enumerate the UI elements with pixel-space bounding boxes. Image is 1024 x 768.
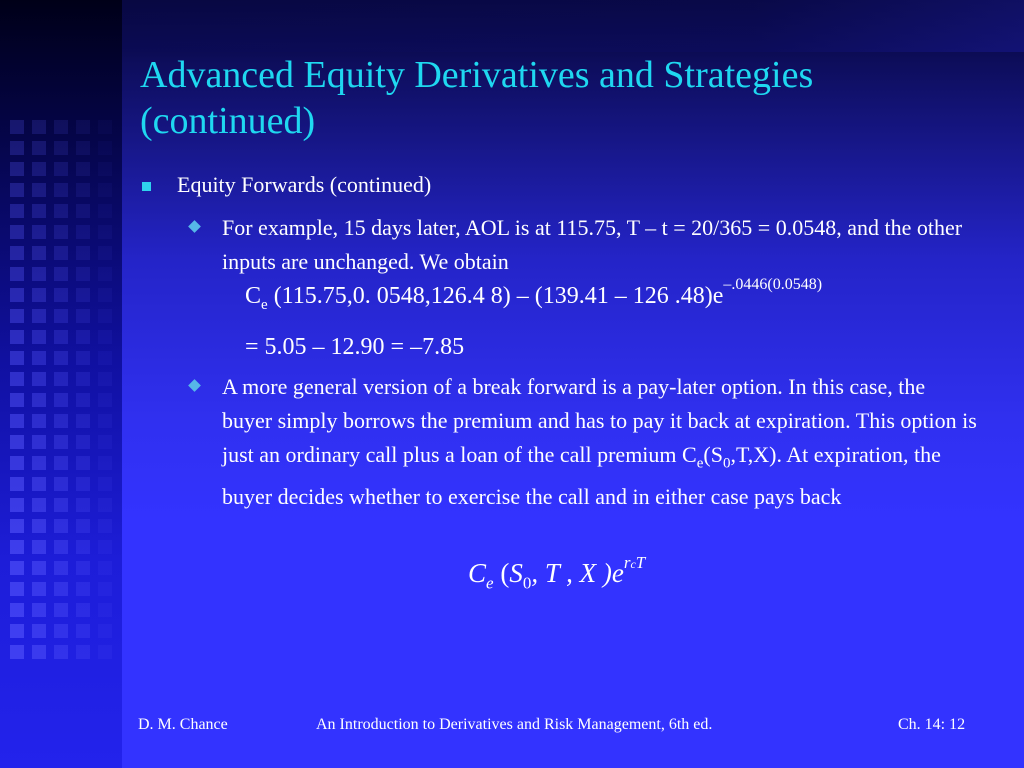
decorative-square: [76, 183, 90, 197]
decorative-square: [10, 225, 24, 239]
f-e-sub: e: [486, 573, 494, 593]
decorative-square: [32, 183, 46, 197]
decorative-square: [76, 414, 90, 428]
equation-call-value: [245, 276, 823, 314]
decorative-square: [76, 288, 90, 302]
decorative-square: [32, 141, 46, 155]
decorative-square: [76, 393, 90, 407]
sub-0: 0: [722, 455, 731, 472]
decorative-square: [32, 603, 46, 617]
sub-bullet-text: For example, 15 days later, AOL is at 115.75, T – t = 20/365 = 0.0548, and the other inputs are unchanged. We obtain: [222, 215, 963, 274]
decorative-square: [98, 246, 112, 260]
decorative-square: [32, 393, 46, 407]
sub-e: e: [696, 455, 704, 472]
decorative-square: [10, 582, 24, 596]
decorative-square: [76, 351, 90, 365]
decorative-square: [98, 225, 112, 239]
decorative-square: [98, 267, 112, 281]
decorative-square: [98, 477, 112, 491]
decorative-square: [54, 204, 68, 218]
decorative-square: [32, 225, 46, 239]
eq-c-sub: e: [261, 296, 268, 313]
decorative-square: [10, 330, 24, 344]
decorative-square: [76, 267, 90, 281]
decorative-square: [32, 330, 46, 344]
decorative-square: [76, 120, 90, 134]
equation-result: = 5.05 – 12.90 = –7.85: [245, 334, 465, 360]
decorative-square: [10, 477, 24, 491]
decorative-square: [10, 372, 24, 386]
decorative-square: [76, 540, 90, 554]
decorative-square: [98, 309, 112, 323]
decorative-square: [32, 204, 46, 218]
decorative-square: [54, 456, 68, 470]
decorative-square: [54, 477, 68, 491]
decorative-square: [76, 330, 90, 344]
decorative-square: [76, 477, 90, 491]
f-S: S: [509, 558, 523, 588]
decorative-square: [54, 393, 68, 407]
decorative-square: [10, 204, 24, 218]
f-exponent: [624, 553, 645, 572]
decorative-square: [10, 540, 24, 554]
decorative-square: [76, 456, 90, 470]
pay-later-formula: [468, 553, 646, 593]
decorative-square: [32, 519, 46, 533]
decorative-square: [76, 246, 90, 260]
decorative-square: [54, 414, 68, 428]
decorative-square: [54, 120, 68, 134]
decorative-square: [76, 519, 90, 533]
decorative-square: [10, 120, 24, 134]
sub-bullet-text: [222, 370, 980, 514]
decorative-square: [54, 435, 68, 449]
decorative-square: [98, 372, 112, 386]
title-line-2: (continued): [140, 100, 316, 142]
decorative-square: [54, 162, 68, 176]
text-part-b: (S: [703, 442, 723, 467]
decorative-square: [98, 645, 112, 659]
decorative-square: [10, 351, 24, 365]
bullet-text: Equity Forwards (continued): [177, 172, 432, 197]
decorative-square: [10, 435, 24, 449]
decorative-square: [54, 330, 68, 344]
decorative-square: [98, 603, 112, 617]
decorative-square: [32, 582, 46, 596]
left-decorative-panel: [0, 0, 122, 768]
decorative-square: [10, 414, 24, 428]
decorative-square: [32, 372, 46, 386]
diamond-bullet-icon: [188, 379, 201, 392]
decorative-square: [76, 225, 90, 239]
decorative-square: [98, 582, 112, 596]
decorative-square: [32, 477, 46, 491]
decorative-square: [98, 288, 112, 302]
decorative-square: [10, 246, 24, 260]
decorative-square: [32, 162, 46, 176]
decorative-square: [76, 603, 90, 617]
decorative-square: [76, 624, 90, 638]
f-exp-c: c: [630, 557, 636, 571]
footer-page: Ch. 14: 12: [898, 716, 966, 733]
decorative-square: [32, 267, 46, 281]
decorative-square: [10, 309, 24, 323]
f-zero: 0: [522, 573, 532, 593]
decorative-square: [32, 498, 46, 512]
decorative-square: [98, 162, 112, 176]
decorative-square: [98, 330, 112, 344]
decorative-square: [98, 435, 112, 449]
decorative-square: [32, 120, 46, 134]
decorative-square: [10, 141, 24, 155]
decorative-square: [98, 204, 112, 218]
decorative-square: [10, 183, 24, 197]
diamond-bullet-icon: [188, 220, 201, 233]
decorative-square: [32, 624, 46, 638]
decorative-square: [98, 561, 112, 575]
footer-book: An Introduction to Derivatives and Risk Management, 6th ed.: [316, 716, 713, 733]
decorative-square: [98, 414, 112, 428]
decorative-square: [32, 351, 46, 365]
sub-bullet-pay-later: [190, 370, 980, 514]
decorative-square: [98, 519, 112, 533]
decorative-square: [32, 540, 46, 554]
bullet-equity-forwards: [142, 172, 431, 198]
square-bullet-icon: [142, 182, 151, 191]
decorative-square: [32, 309, 46, 323]
decorative-square: [54, 372, 68, 386]
decorative-square: [76, 498, 90, 512]
decorative-square: [98, 540, 112, 554]
decorative-square: [54, 351, 68, 365]
decorative-square: [54, 225, 68, 239]
decorative-square: [10, 561, 24, 575]
decorative-square: [32, 645, 46, 659]
decorative-square: [76, 561, 90, 575]
decorative-square: [32, 435, 46, 449]
decorative-square: [76, 204, 90, 218]
eq-body: (115.75,0. 0548,126.4 8) – (139.41 – 126 .48)e: [267, 283, 724, 309]
f-exp-r: r: [623, 553, 631, 572]
decorative-square: [54, 603, 68, 617]
decorative-square: [32, 456, 46, 470]
decorative-square: [54, 498, 68, 512]
title-line-1: Advanced Equity Derivatives and Strategies: [140, 54, 814, 96]
decorative-square: [98, 120, 112, 134]
decorative-square: [54, 540, 68, 554]
decorative-square: [76, 141, 90, 155]
decorative-square: [54, 141, 68, 155]
decorative-square: [76, 582, 90, 596]
decorative-square: [98, 351, 112, 365]
decorative-square: [98, 456, 112, 470]
decorative-square: [98, 498, 112, 512]
f-open: (: [493, 558, 510, 588]
eq-c: C: [245, 283, 262, 309]
decorative-square: [10, 393, 24, 407]
decorative-square: [54, 561, 68, 575]
decorative-square: [98, 183, 112, 197]
decorative-square: [54, 183, 68, 197]
decorative-square: [76, 372, 90, 386]
decorative-square: [10, 456, 24, 470]
decorative-square: [32, 414, 46, 428]
sub-bullet-example: [190, 211, 980, 279]
f-e: e: [611, 558, 624, 588]
decorative-square: [10, 267, 24, 281]
f-exp-T: T: [635, 553, 646, 572]
decorative-square: [98, 393, 112, 407]
decorative-square: [98, 141, 112, 155]
decorative-square: [54, 309, 68, 323]
decorative-square: [10, 645, 24, 659]
footer-author: D. M. Chance: [138, 716, 228, 733]
decorative-square: [54, 582, 68, 596]
decorative-square: [76, 162, 90, 176]
text-part-c: ,T,X). At expiration, the buyer decides whether to exercise the call and in either case pays back: [222, 442, 941, 510]
text-part-a: A more general version of a break forward is a pay-later option. In this case, the buyer simply borrows the premium and has to pay it back at expiration. This option is just an ordinary call plus a loan of the call premium C: [222, 374, 977, 467]
decorative-square: [54, 624, 68, 638]
decorative-square: [76, 309, 90, 323]
f-C: C: [468, 558, 487, 588]
decorative-square: [54, 246, 68, 260]
decorative-square: [98, 624, 112, 638]
decorative-square: [32, 246, 46, 260]
decorative-square: [54, 519, 68, 533]
decorative-square: [32, 561, 46, 575]
slide-title: [140, 52, 1000, 144]
f-rest: , T , X ): [531, 558, 612, 588]
decorative-square: [76, 645, 90, 659]
decorative-square: [54, 645, 68, 659]
decorative-square: [54, 267, 68, 281]
decorative-square: [10, 498, 24, 512]
top-decorative-band: [122, 0, 1024, 52]
decorative-square: [10, 288, 24, 302]
decorative-square: [32, 288, 46, 302]
eq-exponent: –.0446(0.0548): [723, 276, 823, 293]
decorative-square: [76, 435, 90, 449]
decorative-square: [10, 162, 24, 176]
decorative-square: [54, 288, 68, 302]
decorative-square: [10, 624, 24, 638]
decorative-square: [10, 519, 24, 533]
decorative-square: [10, 603, 24, 617]
